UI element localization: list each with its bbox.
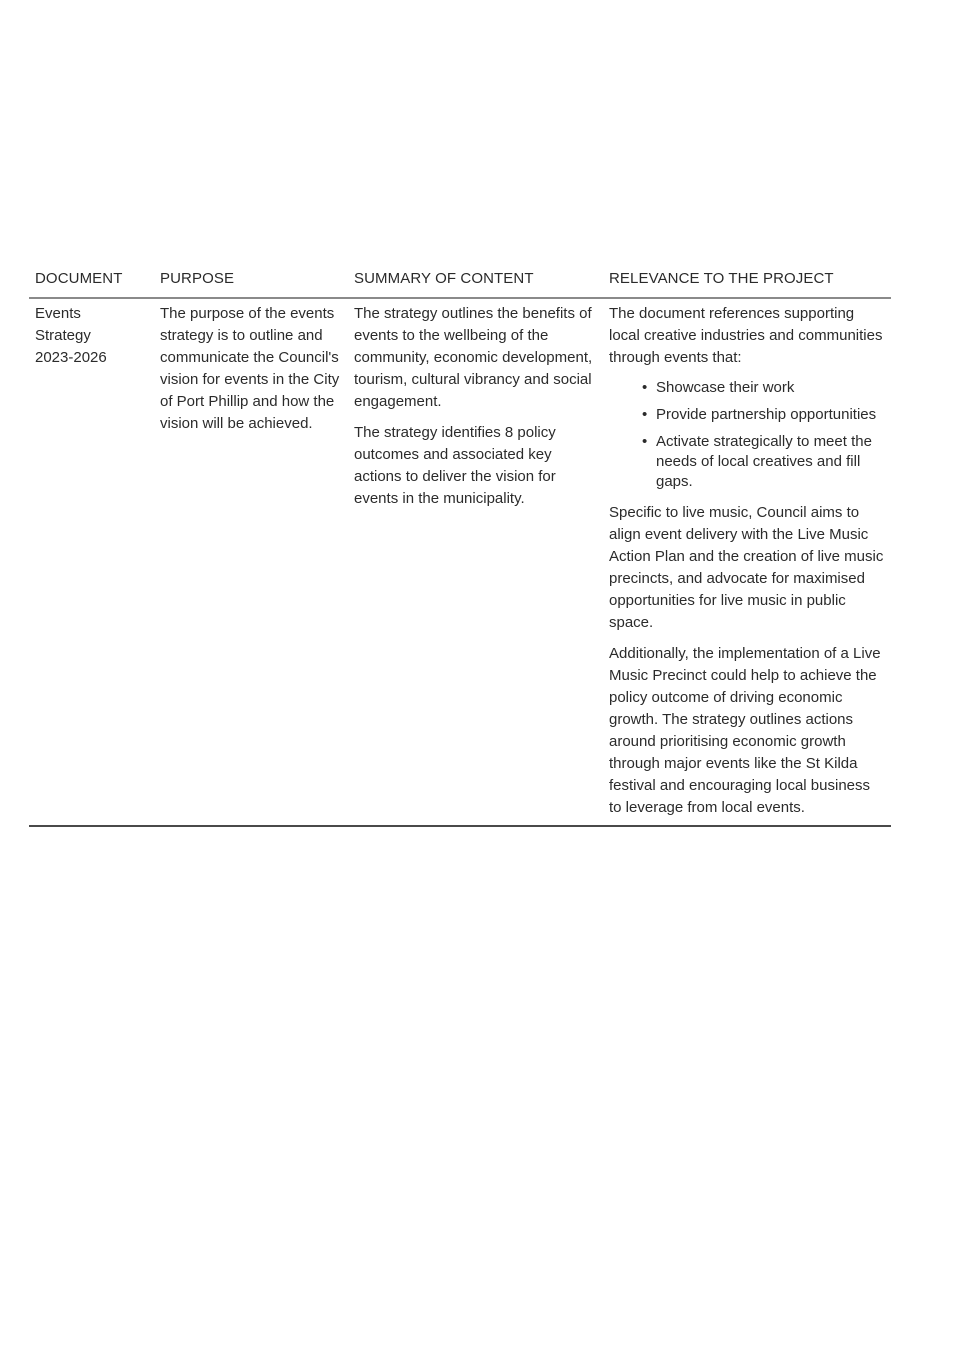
header-summary: SUMMARY OF CONTENT [348,262,603,298]
header-document: DOCUMENT [29,262,154,298]
table-row [29,298,891,826]
bullet-text: Showcase their work [656,379,795,396]
relevance-paragraph: Additionally, the implementation of a Live Music Precinct could help to achieve the policy outcome of driving economic growth. The strategy outlines actions around prioritising economic growth through major events like the St Kilda festival and encouraging local business to leverage from local events. [609,645,881,816]
cell-purpose [154,298,348,826]
summary-paragraph: The strategy outlines the benefits of events to the wellbeing of the community, economic development, tourism, cultural vibrancy and social engagement. [354,305,593,410]
relevance-intro: The document references supporting local creative industries and communities through events that: [609,305,883,366]
bullet-text: Activate strategically to meet the needs of local creatives and fill gaps. [656,433,872,490]
document-name-line: 2023-2026 [35,349,107,366]
bullet-icon: • [642,406,648,423]
list-item [642,432,885,492]
table-header-row [29,262,891,298]
purpose-text: The purpose of the events strategy is to outline and communicate the Council's vision for events in the City of Port Phillip and how the vision will be achieved. [160,305,340,432]
relevance-bullet-list [609,378,885,492]
list-item [642,378,885,398]
cell-document [29,298,154,826]
header-purpose: PURPOSE [154,262,348,298]
cell-summary [348,298,603,826]
header-relevance: RELEVANCE TO THE PROJECT [603,262,891,298]
relevance-paragraph: Specific to live music, Council aims to align event delivery with the Live Music Action Plan and the creation of live music precincts, and advocate for maximised opportunities for live music in public space. [609,504,884,631]
document-name-line: Events [35,305,81,322]
bullet-text: Provide partnership opportunities [656,406,877,423]
cell-relevance [603,298,891,826]
summary-paragraph: The strategy identifies 8 policy outcomes and associated key actions to deliver the vision for events in the municipality. [354,424,556,507]
document-review-table [29,262,891,827]
bullet-icon: • [642,433,648,450]
bullet-icon: • [642,379,648,396]
document-name-line: Strategy [35,327,91,344]
list-item [642,405,885,425]
